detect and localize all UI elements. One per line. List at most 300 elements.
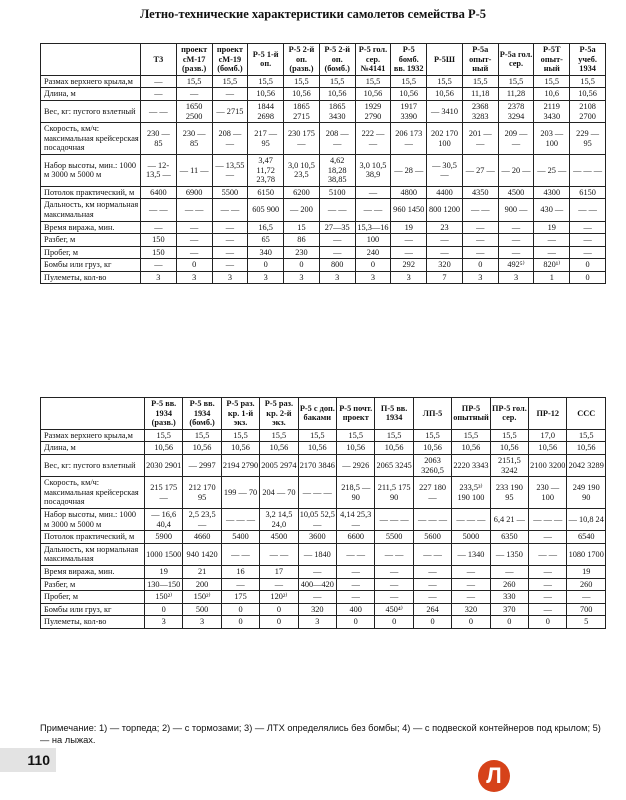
table-cell: 2065 3245	[375, 454, 413, 476]
table-cell: 1650 2500	[176, 100, 212, 122]
table-cell: 230	[284, 246, 320, 259]
table-cell: 4,14 25,3 —	[337, 508, 375, 530]
row-label: Разбег, м	[41, 578, 145, 591]
table-cell: 330	[490, 591, 528, 604]
table-cell: 17	[260, 565, 298, 578]
table-row	[41, 591, 606, 604]
table-cell: 19	[145, 565, 183, 578]
row-label: Скорость, км/ч: максимальная крейсерская посадочная	[41, 477, 145, 509]
table-cell: —	[452, 565, 490, 578]
table-cell: 10,56	[319, 88, 355, 101]
table-cell: 202 170 100	[427, 123, 463, 155]
table-cell: 15,3—16	[355, 221, 391, 234]
table-cell: 10,56	[145, 442, 183, 455]
table-cell: —	[337, 591, 375, 604]
table-cell: 23	[427, 221, 463, 234]
row-label: Длина, м	[41, 442, 145, 455]
table-cell: 15,5	[534, 75, 570, 88]
row-label: Пулеметы, кол-во	[41, 616, 145, 629]
column-header: Р-5 почт. проект	[337, 398, 375, 430]
row-label: Пробег, м	[41, 246, 141, 259]
table-cell: —	[490, 565, 528, 578]
table-cell: —	[319, 246, 355, 259]
table-cell: —	[176, 234, 212, 247]
table-row	[41, 221, 606, 234]
table-cell: 10,56	[567, 442, 606, 455]
table-cell: 229 — 95	[570, 123, 606, 155]
table-cell: —	[212, 246, 248, 259]
table-cell: —	[462, 221, 498, 234]
row-label: Потолок практический, м	[41, 531, 145, 544]
table-cell: 0	[221, 603, 259, 616]
table-cell: —	[462, 234, 498, 247]
table-cell: 2220 3343	[452, 454, 490, 476]
table-cell: 150	[141, 234, 177, 247]
table-cell: 0	[337, 616, 375, 629]
table-cell: — 11 —	[176, 154, 212, 186]
table-cell: 218,5 — 90	[337, 477, 375, 509]
table-cell: —	[141, 221, 177, 234]
table-cell: 5900	[145, 531, 183, 544]
table-cell: 900 —	[498, 199, 534, 221]
table-cell: 5100	[319, 186, 355, 199]
table-cell: 6540	[567, 531, 606, 544]
table-cell: 209 — —	[498, 123, 534, 155]
table-cell: 15,5	[176, 75, 212, 88]
table-cell: 222 — —	[355, 123, 391, 155]
table-cell: 65	[248, 234, 284, 247]
table-row	[41, 123, 606, 155]
table-cell: —	[452, 578, 490, 591]
table-cell: 10,56	[529, 442, 567, 455]
table-cell: 15,5	[452, 429, 490, 442]
row-label: Размах верхнего крыла,м	[41, 429, 145, 442]
table-cell: 260	[567, 578, 606, 591]
table-cell: 10,05 52,5 —	[298, 508, 336, 530]
table-cell: 211,5 175 90	[375, 477, 413, 509]
table-cell: 3	[248, 271, 284, 284]
row-label: Бомбы или груз, кг	[41, 603, 145, 616]
header-corner	[41, 44, 141, 76]
table-cell: 3	[141, 271, 177, 284]
table-cell: 3	[176, 271, 212, 284]
table-cell: 206 173 —	[391, 123, 427, 155]
table-cell: 2119 3430	[534, 100, 570, 122]
table-cell: 3	[319, 271, 355, 284]
table-cell: — 12-13,5 —	[141, 154, 177, 186]
table-cell: —	[212, 234, 248, 247]
table-cell: 3	[284, 271, 320, 284]
table-row	[41, 259, 606, 272]
table-cell: 15,5	[391, 75, 427, 88]
table-cell: 1844 2698	[248, 100, 284, 122]
table-cell: 15,5	[145, 429, 183, 442]
table-cell: 5	[567, 616, 606, 629]
table-cell: 800 1200	[427, 199, 463, 221]
table-cell: — 1340	[452, 543, 490, 565]
table-cell: 0	[260, 603, 298, 616]
table-cell: —	[570, 234, 606, 247]
table-cell: 2378 3294	[498, 100, 534, 122]
table-cell: 10,56	[284, 88, 320, 101]
row-label: Набор высоты, мин.: 1000 м 3000 м 5000 м	[41, 154, 141, 186]
table-cell: —	[260, 578, 298, 591]
row-label: Дальность, км нормальная максимальная	[41, 199, 141, 221]
table-cell: 2151,5 3242	[490, 454, 528, 476]
table-cell: 6,4 21 —	[490, 508, 528, 530]
table-cell: 800	[319, 259, 355, 272]
table-cell: 249 190 90	[567, 477, 606, 509]
table-cell: 15,5	[427, 75, 463, 88]
column-header: Р-5 с доп. баками	[298, 398, 336, 430]
table-cell: —	[337, 565, 375, 578]
table-cell: 3600	[298, 531, 336, 544]
table-cell: 820¹⁾	[534, 259, 570, 272]
table-cell: — 3410	[427, 100, 463, 122]
table-cell: —	[413, 591, 451, 604]
column-header: Р-5 1-й оп.	[248, 44, 284, 76]
table-cell: —	[462, 246, 498, 259]
table-cell: 10,56	[427, 88, 463, 101]
table-cell: 6150	[570, 186, 606, 199]
table-cell: 10,56	[248, 88, 284, 101]
row-label: Время виража, мин.	[41, 565, 145, 578]
table-cell: — 16,6 40,4	[145, 508, 183, 530]
table-cell: 2030 2901	[145, 454, 183, 476]
table-cell: 0	[248, 259, 284, 272]
table-cell: —	[298, 565, 336, 578]
table-cell: 400	[337, 603, 375, 616]
table-cell: 0	[570, 259, 606, 272]
table-cell: 7	[427, 271, 463, 284]
table-cell: 2042 3289	[567, 454, 606, 476]
table-cell: — —	[221, 543, 259, 565]
table-cell: 4660	[183, 531, 221, 544]
table-cell: 3	[183, 616, 221, 629]
table-cell: 320	[452, 603, 490, 616]
row-label: Набор высоты, мин.: 1000 м 3000 м 5000 м	[41, 508, 145, 530]
column-header: проект сМ-17 (разв.)	[176, 44, 212, 76]
column-header: Р-5 2-й оп. (бомб.)	[319, 44, 355, 76]
table-row	[41, 442, 606, 455]
table-row	[41, 616, 606, 629]
table-cell: 492⁵⁾	[498, 259, 534, 272]
table-cell: — —	[462, 199, 498, 221]
footnote: Примечание: 1) — торпеда; 2) — с тормозами; 3) — ЛТХ определялись без бомбы; 4) — с подвеской контейнеров под крылом; 5) — на лыжах.	[40, 723, 601, 745]
table-header-row	[41, 44, 606, 76]
table-cell: 201 — —	[462, 123, 498, 155]
table-cell: 15,5	[490, 429, 528, 442]
table-cell: 208 — —	[319, 123, 355, 155]
table-cell: 1865 3430	[319, 100, 355, 122]
table-cell: —	[141, 259, 177, 272]
table-cell: —	[529, 603, 567, 616]
table-cell: 4,62 18,28 38,85	[319, 154, 355, 186]
table-cell: 292	[391, 259, 427, 272]
table-cell: 120²⁾	[260, 591, 298, 604]
table-cell: — —	[529, 543, 567, 565]
page-number: 110	[0, 748, 56, 772]
table-cell: 217 — 95	[248, 123, 284, 155]
table-cell: 208 — —	[212, 123, 248, 155]
table-cell: 15,5	[413, 429, 451, 442]
table-cell: — 20 —	[498, 154, 534, 186]
table-cell: — — —	[298, 477, 336, 509]
table-cell: 400—420	[298, 578, 336, 591]
table-cell: —	[176, 221, 212, 234]
table-cell: 3	[462, 271, 498, 284]
row-label: Скорость, км/ч: максимальная крейсерская посадочная	[41, 123, 141, 155]
column-header: Р-5а гол. сер.	[498, 44, 534, 76]
table-cell: — 2715	[212, 100, 248, 122]
table-cell: 10,56	[570, 88, 606, 101]
row-label: Потолок практический, м	[41, 186, 141, 199]
table-cell: — 10,8 24	[567, 508, 606, 530]
table-cell: —	[529, 591, 567, 604]
column-header: Р-5 гол. сер. №4141	[355, 44, 391, 76]
publisher-logo: Л	[478, 760, 510, 792]
table-cell: 100	[355, 234, 391, 247]
table-cell: — 2926	[337, 454, 375, 476]
table-cell: 940 1420	[183, 543, 221, 565]
column-header: Р-5 вв. 1934 (бомб.)	[183, 398, 221, 430]
table-cell: 0	[145, 603, 183, 616]
table-cell: 200	[183, 578, 221, 591]
table-row	[41, 271, 606, 284]
column-header: ПР-12	[529, 398, 567, 430]
table-row	[41, 199, 606, 221]
table-cell: 0	[221, 616, 259, 629]
table-cell: —	[212, 88, 248, 101]
table-cell: 130—150	[145, 578, 183, 591]
table-cell: 0	[570, 271, 606, 284]
table-cell: 2100 3200	[529, 454, 567, 476]
table-cell: 19	[567, 565, 606, 578]
table-cell: 5000	[452, 531, 490, 544]
table-cell: 17,0	[529, 429, 567, 442]
table-row	[41, 565, 606, 578]
table-cell: 0	[413, 616, 451, 629]
table-cell: 4500	[260, 531, 298, 544]
row-label: Бомбы или груз, кг	[41, 259, 141, 272]
table-row	[41, 429, 606, 442]
table-cell: —	[570, 221, 606, 234]
table-row	[41, 154, 606, 186]
column-header: Т3	[141, 44, 177, 76]
column-header: Р-5а опыт-ный	[462, 44, 498, 76]
column-header: Р-5Ш	[427, 44, 463, 76]
table-cell: 2005 2974	[260, 454, 298, 476]
table-cell: 2063 3260,5	[413, 454, 451, 476]
table-cell: 1	[534, 271, 570, 284]
table-row	[41, 234, 606, 247]
table-cell: —	[498, 246, 534, 259]
table-cell: — — —	[413, 508, 451, 530]
table-cell: — 30,5 —	[427, 154, 463, 186]
table-cell: 2108 2700	[570, 100, 606, 122]
table-row	[41, 477, 606, 509]
table-cell: 0	[355, 259, 391, 272]
table-cell: — —	[375, 543, 413, 565]
table-cell: —	[176, 246, 212, 259]
column-header: П-5 вв. 1934	[375, 398, 413, 430]
column-header: проект сМ-19 (бомб.)	[212, 44, 248, 76]
specs-table-1	[40, 43, 606, 284]
table-cell: 15,5	[183, 429, 221, 442]
table-row	[41, 246, 606, 259]
table-cell: 4350	[462, 186, 498, 199]
table-cell: 3,0 10,5 23,5	[284, 154, 320, 186]
row-label: Разбег, м	[41, 234, 141, 247]
specs-table-2	[40, 397, 606, 629]
row-label: Вес, кг: пустого взлетный	[41, 100, 141, 122]
table-cell: — —	[355, 199, 391, 221]
table-cell: 16	[221, 565, 259, 578]
table-cell: 215 175 —	[145, 477, 183, 509]
table-header-row	[41, 398, 606, 430]
table-cell: —	[355, 186, 391, 199]
page-title: Летно-технические характеристики самолетов семейства Р-5	[139, 7, 487, 21]
table-cell: 10,56	[355, 88, 391, 101]
table-cell: 2368 3283	[462, 100, 498, 122]
table-row	[41, 603, 606, 616]
table-cell: 2,5 23,5 —	[183, 508, 221, 530]
table-cell: 0	[375, 616, 413, 629]
table-cell: 150	[141, 246, 177, 259]
table-cell: — — —	[221, 508, 259, 530]
table-cell: —	[375, 591, 413, 604]
table-cell: 4500	[498, 186, 534, 199]
table-cell: 340	[248, 246, 284, 259]
table-cell: — — —	[570, 154, 606, 186]
table-cell: 3	[145, 616, 183, 629]
table-cell: 86	[284, 234, 320, 247]
table-cell: — — —	[529, 508, 567, 530]
row-label: Дальность, км нормальная максимальная	[41, 543, 145, 565]
table-cell: 212 170 95	[183, 477, 221, 509]
table-cell: 3,2 14,5 24,0	[260, 508, 298, 530]
table-cell: 0	[452, 616, 490, 629]
table-cell: 240	[355, 246, 391, 259]
table-cell: 19	[391, 221, 427, 234]
table-cell: 605 900	[248, 199, 284, 221]
column-header: Р-5 бомб. вв. 1932	[391, 44, 427, 76]
table-cell: —	[529, 565, 567, 578]
table-cell: — 25 —	[534, 154, 570, 186]
table-row	[41, 186, 606, 199]
table-cell: 230 — 100	[529, 477, 567, 509]
table-cell: 10,56	[391, 88, 427, 101]
table-cell: —	[413, 578, 451, 591]
table-cell: 4800	[391, 186, 427, 199]
table-cell: 5500	[212, 186, 248, 199]
table-cell: — 13,55 —	[212, 154, 248, 186]
table-cell: 15,5	[375, 429, 413, 442]
table-cell: — 1350	[490, 543, 528, 565]
table-cell: — 28 —	[391, 154, 427, 186]
table-cell: 0	[529, 616, 567, 629]
table-cell: 4300	[534, 186, 570, 199]
table-cell: 2194 2790	[221, 454, 259, 476]
table-cell: — —	[141, 199, 177, 221]
table-cell: — — —	[452, 508, 490, 530]
table-row	[41, 454, 606, 476]
table-cell: 15,5	[337, 429, 375, 442]
table-cell: 500	[183, 603, 221, 616]
table-cell: 15,5	[319, 75, 355, 88]
table-cell: —	[141, 75, 177, 88]
table-cell: 15,5	[284, 75, 320, 88]
table-cell: 150²⁾	[145, 591, 183, 604]
table-cell: 3	[298, 616, 336, 629]
table-cell: —	[212, 259, 248, 272]
table-cell: 21	[183, 565, 221, 578]
table-cell: 10,56	[298, 442, 336, 455]
table-cell: —	[337, 578, 375, 591]
row-label: Пробег, м	[41, 591, 145, 604]
table-cell: 15,5	[567, 429, 606, 442]
table-cell: 3	[212, 271, 248, 284]
table-cell: 15,5	[462, 75, 498, 88]
column-header: ССС	[567, 398, 606, 430]
table-cell: 10,56	[490, 442, 528, 455]
table-cell: 10,56	[413, 442, 451, 455]
table-cell: 15,5	[248, 75, 284, 88]
table-cell: 15,5	[570, 75, 606, 88]
table-cell: 5400	[221, 531, 259, 544]
row-label: Время виража, мин.	[41, 221, 141, 234]
table-cell: 150²⁾	[183, 591, 221, 604]
table-cell: — 1840	[298, 543, 336, 565]
table-cell: 2170 3846	[298, 454, 336, 476]
table-cell: —	[534, 234, 570, 247]
table-cell: 264	[413, 603, 451, 616]
table-cell: — —	[570, 199, 606, 221]
table-row	[41, 508, 606, 530]
table-cell: 15,5	[212, 75, 248, 88]
table-cell: 230 — 85	[141, 123, 177, 155]
table-cell: 320	[298, 603, 336, 616]
table-cell: —	[427, 246, 463, 259]
table-cell: 3	[391, 271, 427, 284]
table-cell: 15,5	[298, 429, 336, 442]
table-cell: 230 — 85	[176, 123, 212, 155]
table-cell: 233 190 95	[490, 477, 528, 509]
table-cell: 260	[490, 578, 528, 591]
table-cell: 10,56	[337, 442, 375, 455]
column-header: Р-5Т опыт-ный	[534, 44, 570, 76]
table-cell: —	[498, 221, 534, 234]
column-header: ПР-5 опытный	[452, 398, 490, 430]
table-cell: —	[176, 88, 212, 101]
table-cell: —	[529, 531, 567, 544]
table-cell: 203 — 100	[534, 123, 570, 155]
table-cell: 1917 3390	[391, 100, 427, 122]
table-cell: 11,18	[462, 88, 498, 101]
table-cell: —	[534, 246, 570, 259]
table-cell: —	[391, 246, 427, 259]
table-cell: — —	[337, 543, 375, 565]
row-label: Пулеметы, кол-во	[41, 271, 141, 284]
table-cell: 10,6	[534, 88, 570, 101]
table-cell: —	[141, 88, 177, 101]
table-cell: —	[570, 246, 606, 259]
table-cell: —	[375, 578, 413, 591]
table-cell: — 200	[284, 199, 320, 221]
table-cell: —	[498, 234, 534, 247]
column-header: ЛП-5	[413, 398, 451, 430]
table-cell: 960 1450	[391, 199, 427, 221]
